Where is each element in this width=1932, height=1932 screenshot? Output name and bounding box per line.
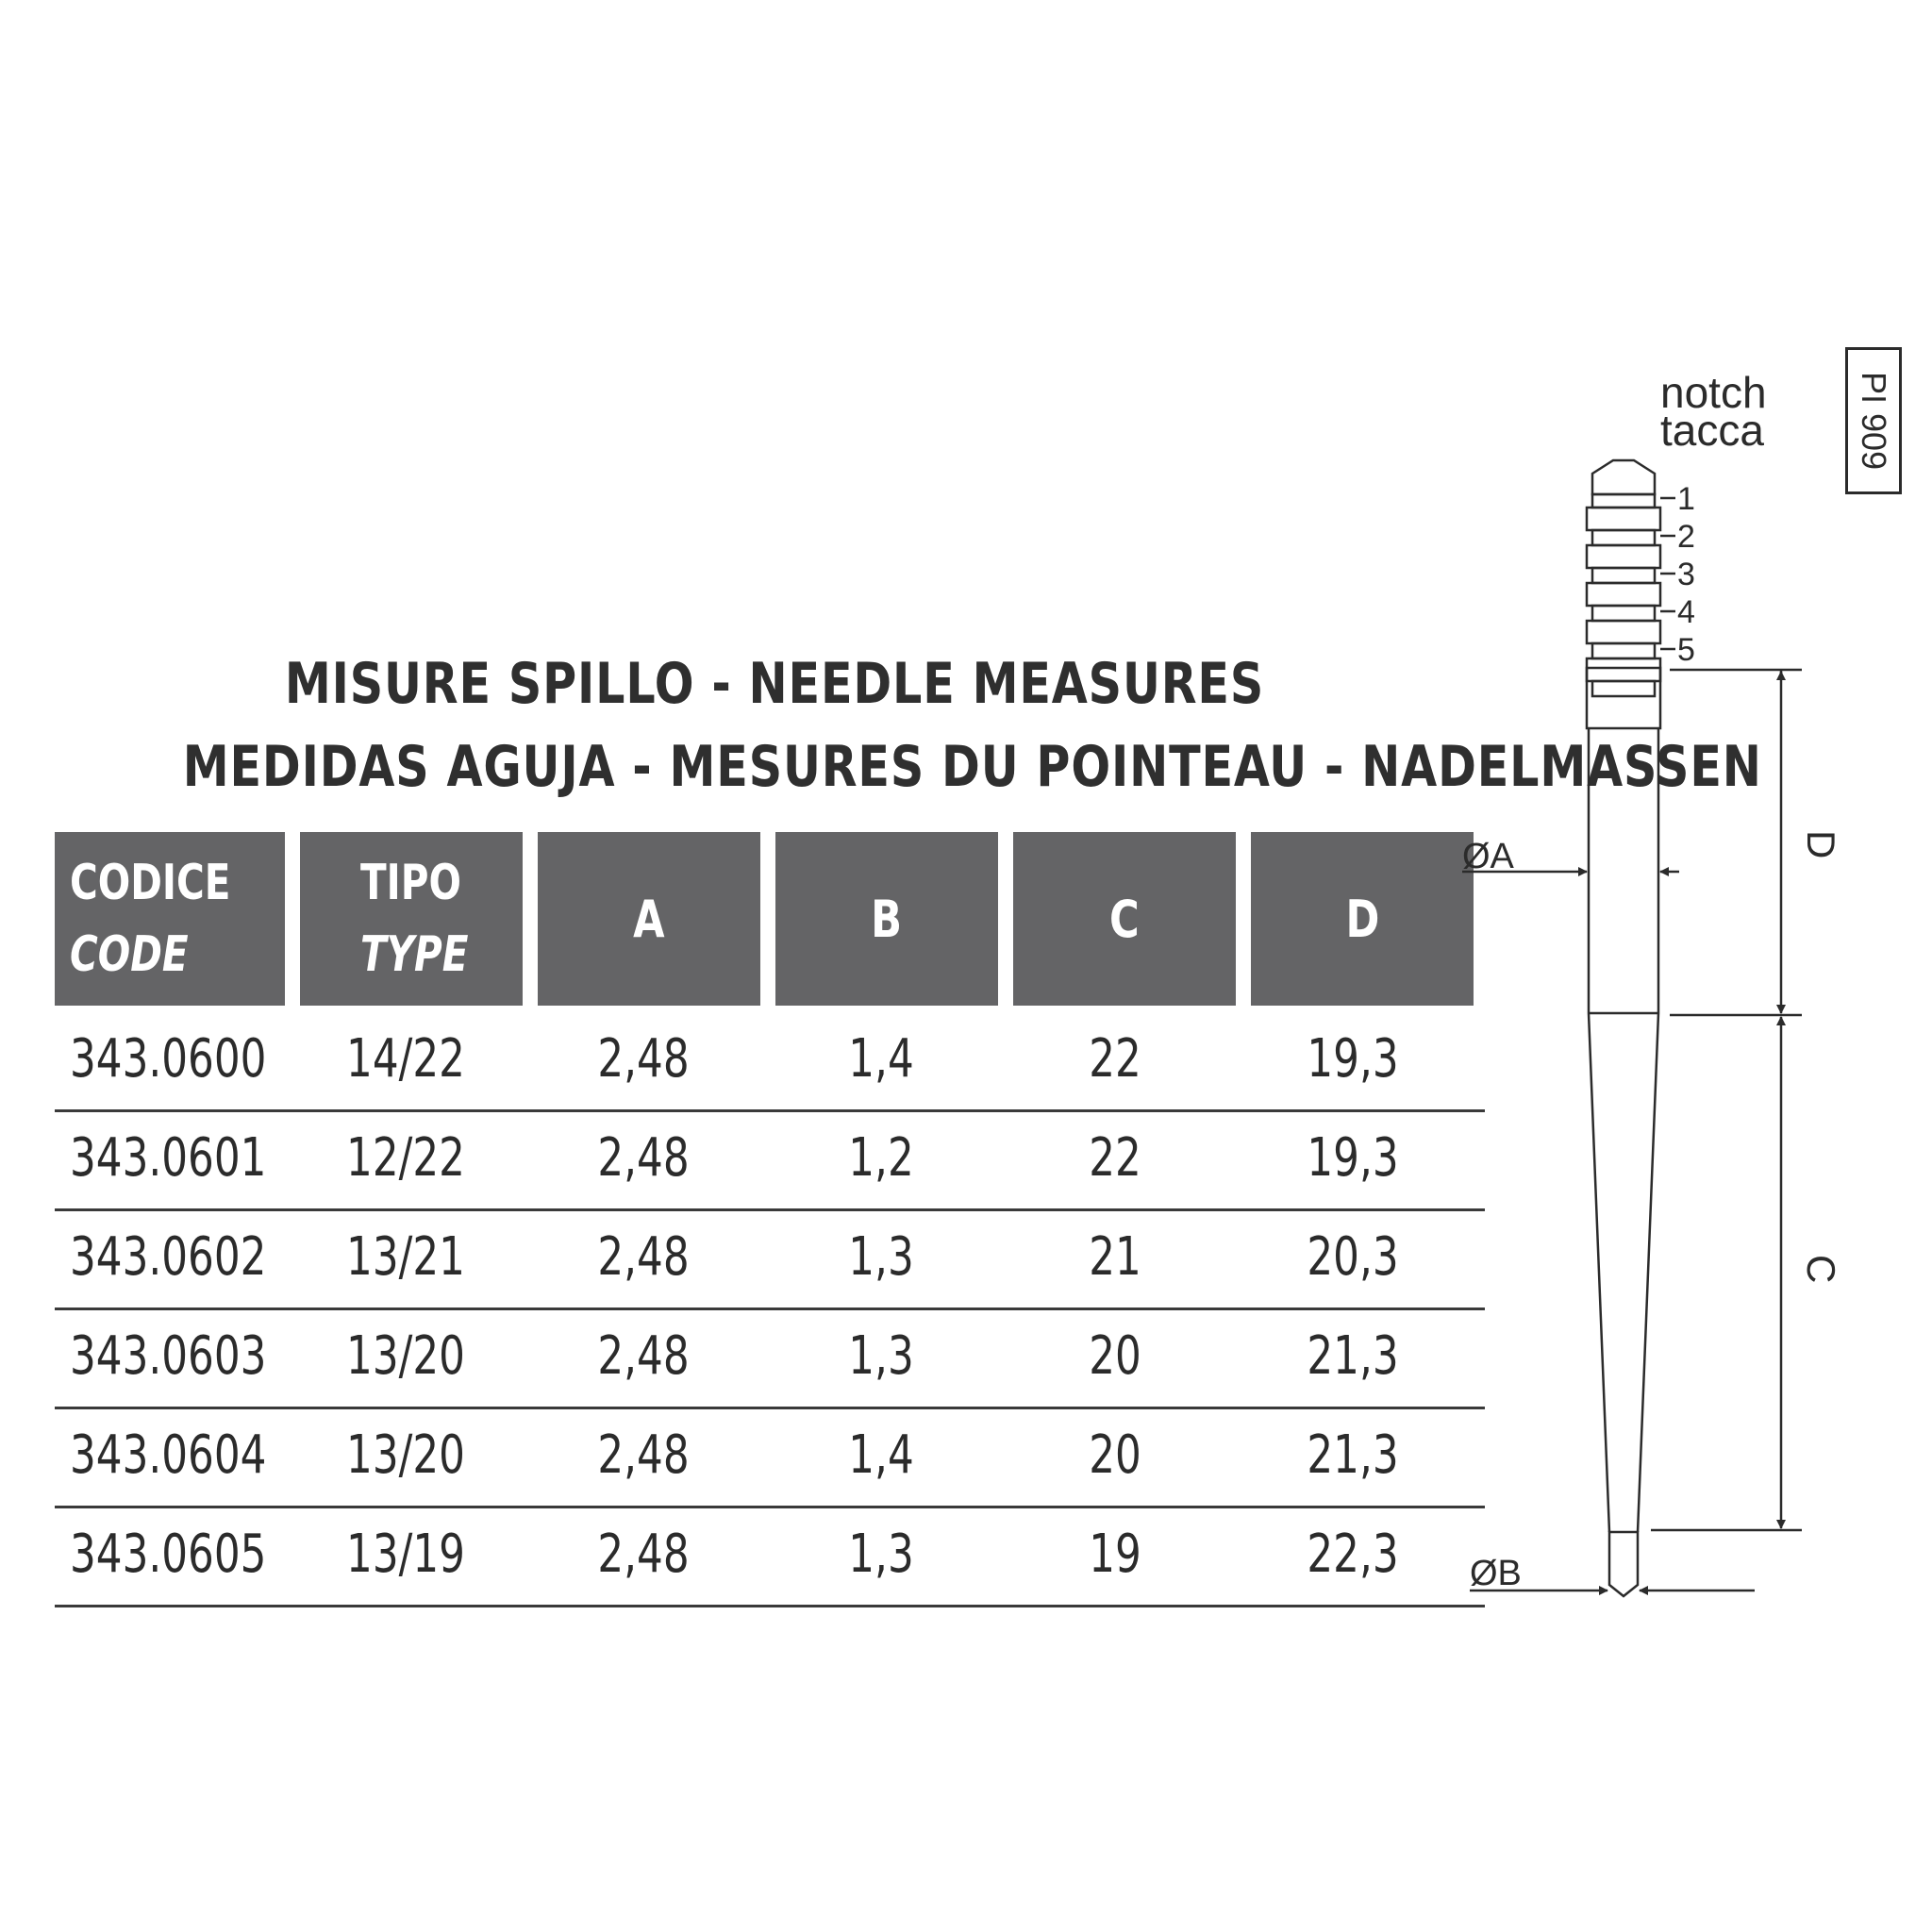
dim-c xyxy=(1651,1017,1843,1530)
cell-a: 2,48 xyxy=(597,1325,690,1387)
cell-code: 343.0605 xyxy=(70,1524,267,1585)
cell-a: 2,48 xyxy=(597,1226,690,1288)
cell-d: 19,3 xyxy=(1307,1127,1399,1189)
dim-a xyxy=(1462,837,1679,876)
dim-b-label: ØB xyxy=(1470,1554,1522,1593)
cell-a: 2,48 xyxy=(597,1424,690,1486)
header-code-it: CODICE xyxy=(70,855,231,911)
cell-type: 14/22 xyxy=(346,1028,465,1090)
notch-number: 3 xyxy=(1677,557,1695,592)
cell-c: 22 xyxy=(1089,1028,1141,1090)
reference-label: PI 909 xyxy=(1855,371,1893,471)
cell-type: 13/19 xyxy=(346,1524,465,1585)
cell-code: 343.0604 xyxy=(70,1424,267,1486)
cell-code: 343.0600 xyxy=(70,1028,267,1090)
header-b xyxy=(775,832,998,1006)
table-row xyxy=(55,1011,1485,1112)
header-type-it: TIPO xyxy=(360,855,461,911)
cell-type: 13/21 xyxy=(346,1226,465,1288)
cell-b: 1,3 xyxy=(848,1524,914,1585)
cell-c: 20 xyxy=(1089,1424,1141,1486)
dim-a-label: ØA xyxy=(1462,837,1514,876)
needle-tip xyxy=(1609,1532,1638,1596)
notch-grooves xyxy=(1587,494,1660,696)
cell-d: 21,3 xyxy=(1307,1424,1399,1486)
needle-taper xyxy=(1589,1013,1658,1532)
cell-d: 19,3 xyxy=(1307,1028,1399,1090)
table-row xyxy=(55,1507,1485,1607)
header-b-label: B xyxy=(871,889,903,949)
notch-label-en: notch xyxy=(1660,368,1767,417)
cell-d: 20,3 xyxy=(1307,1226,1399,1288)
cell-b: 1,2 xyxy=(848,1127,914,1189)
header-code-en: CODE xyxy=(70,926,189,983)
table-row xyxy=(55,1209,1485,1310)
header-a-label: A xyxy=(633,889,665,949)
notch-numbers xyxy=(1660,481,1695,668)
header-c-label: C xyxy=(1109,889,1140,949)
notch-number: 1 xyxy=(1677,481,1695,517)
dim-c-label: C xyxy=(1799,1255,1843,1284)
header-a xyxy=(538,832,760,1006)
notch-label-it: tacca xyxy=(1660,406,1764,455)
header-c xyxy=(1013,832,1236,1006)
needle-head xyxy=(1592,460,1655,494)
cell-a: 2,48 xyxy=(597,1127,690,1189)
cell-type: 12/22 xyxy=(346,1127,465,1189)
notch-number: 5 xyxy=(1677,632,1695,668)
cell-type: 13/20 xyxy=(346,1424,465,1486)
header-type-en: TYPE xyxy=(360,926,469,983)
notch-number: 4 xyxy=(1677,594,1695,630)
dim-d-label: D xyxy=(1799,830,1843,859)
cell-c: 22 xyxy=(1089,1127,1141,1189)
cell-c: 21 xyxy=(1089,1226,1141,1288)
table-row xyxy=(55,1110,1485,1211)
cell-code: 343.0602 xyxy=(70,1226,267,1288)
cell-c: 19 xyxy=(1089,1524,1141,1585)
title-line-1: MISURE SPILLO - NEEDLE MEASURES xyxy=(284,651,1265,717)
cell-b: 1,3 xyxy=(848,1325,914,1387)
cell-d: 22,3 xyxy=(1307,1524,1399,1585)
cell-b: 1,4 xyxy=(848,1028,914,1090)
cell-code: 343.0601 xyxy=(70,1127,267,1189)
header-type xyxy=(300,832,523,1006)
cell-d: 21,3 xyxy=(1307,1325,1399,1387)
header-d-label: D xyxy=(1345,889,1379,949)
cell-b: 1,4 xyxy=(848,1424,914,1486)
needle-diagram xyxy=(1462,321,1868,1641)
table-row xyxy=(55,1407,1485,1508)
cell-type: 13/20 xyxy=(346,1325,465,1387)
header-code xyxy=(55,832,285,1006)
title-line-2: MEDIDAS AGUJA - MESURES DU POINTEAU - NADELMASSEN xyxy=(182,734,1762,800)
cell-a: 2,48 xyxy=(597,1524,690,1585)
needle-collar xyxy=(1587,668,1660,728)
cell-b: 1,3 xyxy=(848,1226,914,1288)
cell-c: 20 xyxy=(1089,1325,1141,1387)
table-row xyxy=(55,1308,1485,1409)
dim-d xyxy=(1670,670,1843,1015)
header-d xyxy=(1251,832,1474,1006)
cell-code: 343.0603 xyxy=(70,1325,267,1387)
notch-number: 2 xyxy=(1677,519,1695,555)
cell-a: 2,48 xyxy=(597,1028,690,1090)
